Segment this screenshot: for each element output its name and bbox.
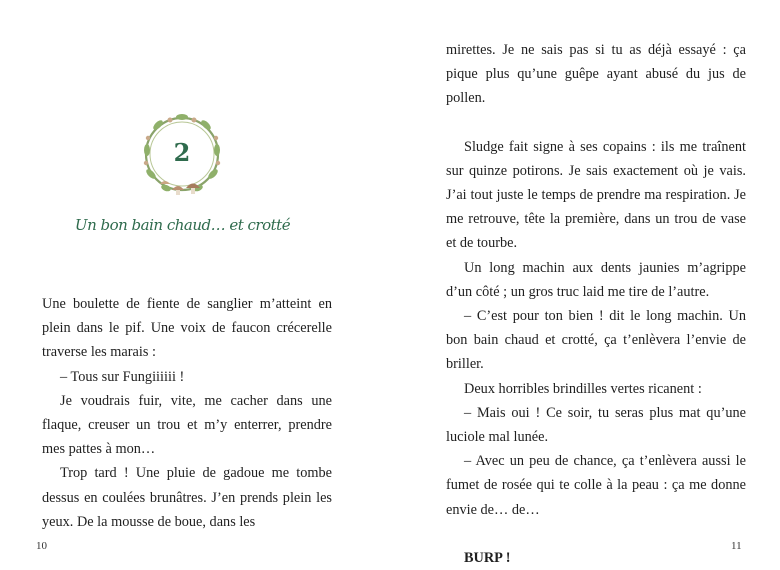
- chapter-number: 2: [173, 138, 191, 167]
- paragraph: – Tous sur Fungiiiiii !: [60, 368, 185, 385]
- chapter-title: Un bon bain chaud… et crotté: [74, 216, 291, 234]
- paragraph: Une boulette de fiente de sanglier m’atteint en plein dans le pif. Une voix de faucon crécerelle traverse les marais :: [42, 296, 332, 361]
- right-page: [390, 0, 780, 566]
- paragraph: mirettes. Je ne sais pas si tu as déjà essayé : ça pique plus qu’une guêpe ayant abusé du jus de pollen.: [446, 42, 746, 107]
- paragraph: Sludge fait signe à ses copains : ils me traînent sur quinze potirons. Je sais exactement où je vais. J’ai tout juste le temps de prendre ma respiration. Je me retrouve, tête la première, dans un trou de vase et de tourbe.: [446, 138, 746, 252]
- page-number: 10: [36, 540, 47, 552]
- paragraph: – Mais oui ! Ce soir, tu seras plus mat qu’une luciole mal lunée.: [446, 404, 746, 446]
- left-page-text: [42, 292, 332, 534]
- page-number: 11: [731, 540, 742, 552]
- right-page-text: [446, 38, 746, 570]
- paragraph: Deux horribles brindilles vertes ricanent :: [464, 380, 702, 397]
- paragraph: Je voudrais fuir, vite, me cacher dans une flaque, creuser un trou et m’y enterrer, prendre mes pattes à mon…: [42, 392, 332, 458]
- burp-text: BURP !: [464, 549, 511, 566]
- paragraph: Trop tard ! Une pluie de gadoue me tombe dessus en coulées brunâtres. J’en prends plein les yeux. De la mousse de boue, dans les: [42, 465, 332, 530]
- left-page: [0, 0, 390, 558]
- paragraph: – Avec un peu de chance, ça t’enlèvera aussi le fumet de rosée qui te colle à la peau : ça me donne envie de… de…: [446, 453, 746, 518]
- paragraph: – C’est pour ton bien ! dit le long machin. Un bon bain chaud et crotté, ça t’enlèvera l’envie de briller.: [446, 308, 746, 373]
- paragraph: Un long machin aux dents jaunies m’agrippe d’un côté ; un gros truc laid me tire de l’autre.: [446, 259, 746, 300]
